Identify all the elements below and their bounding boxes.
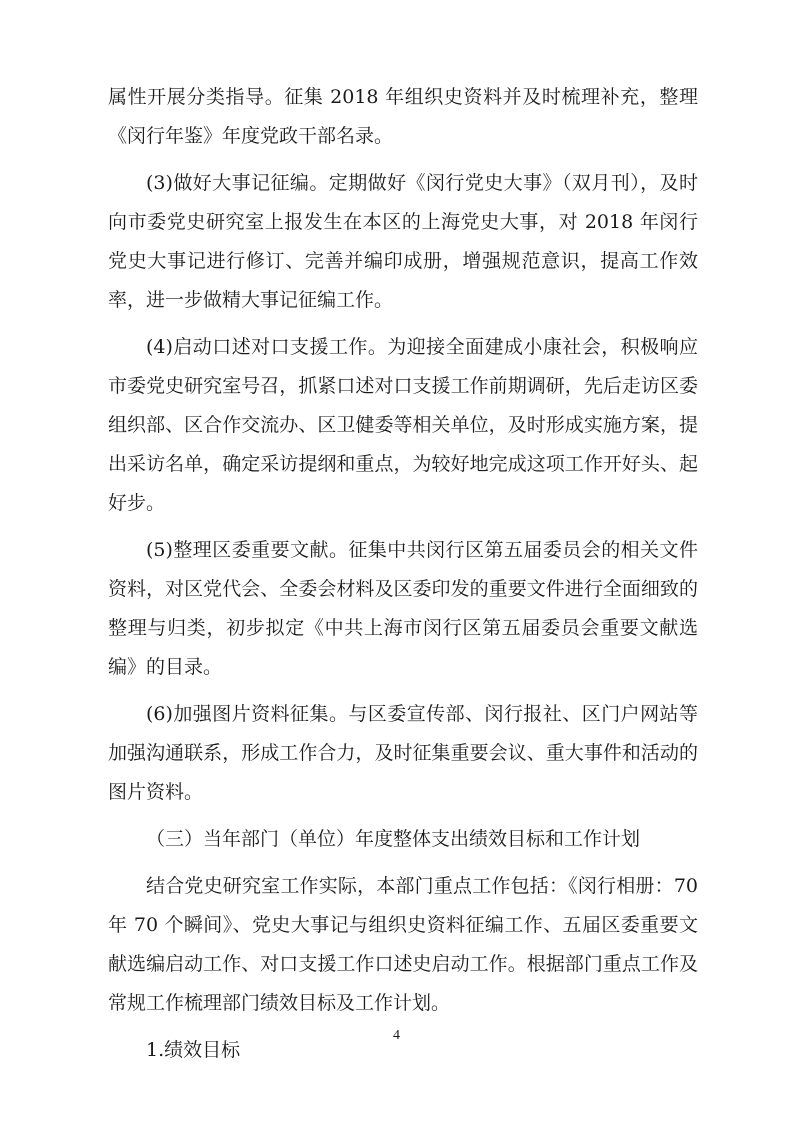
body-text xyxy=(108,78,698,1070)
paragraph-item-4: (4)启动口述对口支援工作。为迎接全面建成小康社会，积极响应市委党史研究室号召，抓紧口述对口支援工作前期调研，先后走访区委组织部、区合作交流办、区卫健委等相关单位，及时形成实施方案，提出采访名单，确定采访提纲和重点，为较好地完成这项工作开好头、起好步。 xyxy=(108,336,698,514)
paragraph-continuation: 属性开展分类指导。征集 2018 年组织史资料并及时梳理补充，整理《闵行年鉴》年度党政干部名录。 xyxy=(108,86,698,147)
paragraph-item-5: (5)整理区委重要文献。征集中共闵行区第五届委员会的相关文件资料，对区党代会、全委会材料及区委印发的重要文件进行全面细致的整理与归类，初步拟定《中共上海市闵行区第五届委员会重要文献选编》的目录。 xyxy=(108,539,698,678)
section-heading: （三）当年部门（单位）年度整体支出绩效目标和工作计划 xyxy=(146,828,641,850)
subsection-heading: 1.绩效目标 xyxy=(146,1039,241,1061)
paragraph-item-6: (6)加强图片资料征集。与区委宣传部、闵行报社、区门户网站等加强沟通联系，形成工作合力，及时征集重要会议、重大事件和活动的图片资料。 xyxy=(108,703,698,803)
page-number: 4 xyxy=(393,1028,400,1043)
paragraph-summary: 结合党史研究室工作实际，本部门重点工作包括：《闵行相册：70 年 70 个瞬间》、党史大事记与组织史资料征编工作、五届区委重要文献选编启动工作、对口支援工作口述史启动工作。根据部门重点工作及常规工作梳理部门绩效目标及工作计划。 xyxy=(108,875,698,1014)
paragraph-item-3: (3)做好大事记征编。定期做好《闵行党史大事》（双月刊），及时向市委党史研究室上报发生在本区的上海党史大事，对 2018 年闵行党史大事记进行修订、完善并编印成册，增强规范意识，提高工作效率，进一步做精大事记征编工作。 xyxy=(108,172,698,311)
